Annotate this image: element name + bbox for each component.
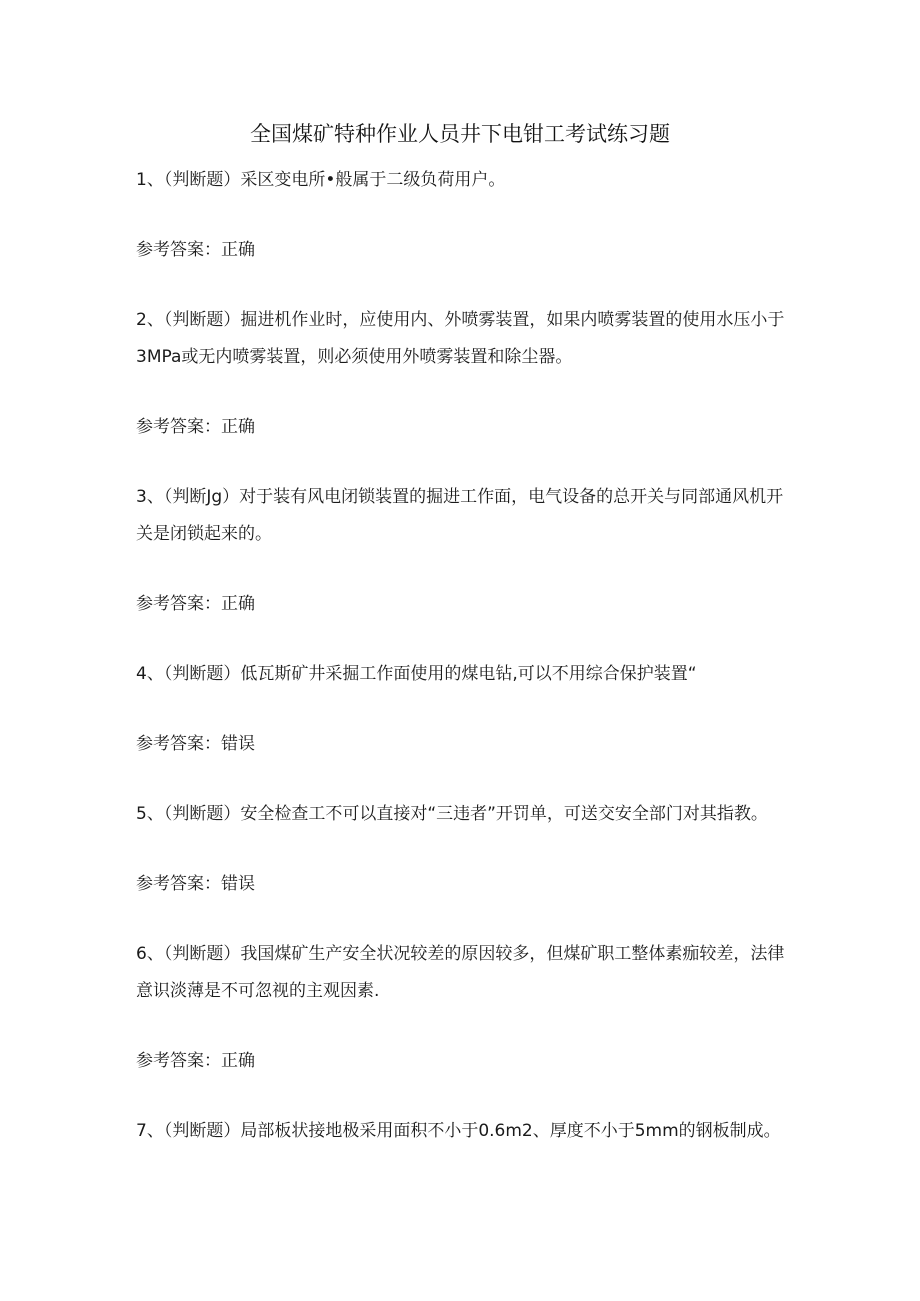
question-item xyxy=(136,936,796,1080)
question-item xyxy=(136,162,796,269)
question-text: 1、（判断题）采区变电所•般属于二级负荷用户。 xyxy=(136,170,506,190)
answer-text: 参考答案：正确 xyxy=(136,417,255,437)
question-item xyxy=(136,302,796,446)
answer-text: 参考答案：正确 xyxy=(136,594,255,614)
question-item xyxy=(136,656,796,763)
page-title: 全国煤矿特种作业人员井下电钳工考试练习题 xyxy=(250,122,670,146)
answer-text: 参考答案：错误 xyxy=(136,874,255,894)
question-text: 2、（判断题）掘进机作业时，应使用内、外喷雾装置，如果内喷雾装置的使用水压小于3MPa或无内喷雾装置，则必须使用外喷雾装置和除尘器。 xyxy=(136,310,785,367)
question-text: 6、（判断题）我国煤矿生产安全状况较差的原因较多，但煤矿职工整体素痂较差，法律意识淡薄是不可忽视的主观因素. xyxy=(136,944,785,1001)
question-text: 7、（判断题）局部板状接地极采用面积不小于0.6m2、厚度不小于5mm的钢板制成。 xyxy=(136,1121,781,1141)
answer-text: 参考答案：错误 xyxy=(136,734,255,754)
question-item xyxy=(136,796,796,903)
question-text: 4、（判断题）低瓦斯矿井采掘工作面使用的煤电钻,可以不用综合保护装置“ xyxy=(136,664,697,684)
question-item xyxy=(136,479,796,623)
question-item xyxy=(136,1113,796,1150)
question-list xyxy=(136,162,796,1150)
answer-text: 参考答案：正确 xyxy=(136,240,255,260)
answer-text: 参考答案：正确 xyxy=(136,1051,255,1071)
question-text: 5、（判断题）安全检查工不可以直接对“三违者”开罚单，可送交安全部门对其指教。 xyxy=(136,804,768,824)
question-text: 3、（判断Jg）对于装有风电闭锁装置的掘进工作面，电气设备的总开关与同部通风机开关是闭锁起来的。 xyxy=(136,487,784,544)
